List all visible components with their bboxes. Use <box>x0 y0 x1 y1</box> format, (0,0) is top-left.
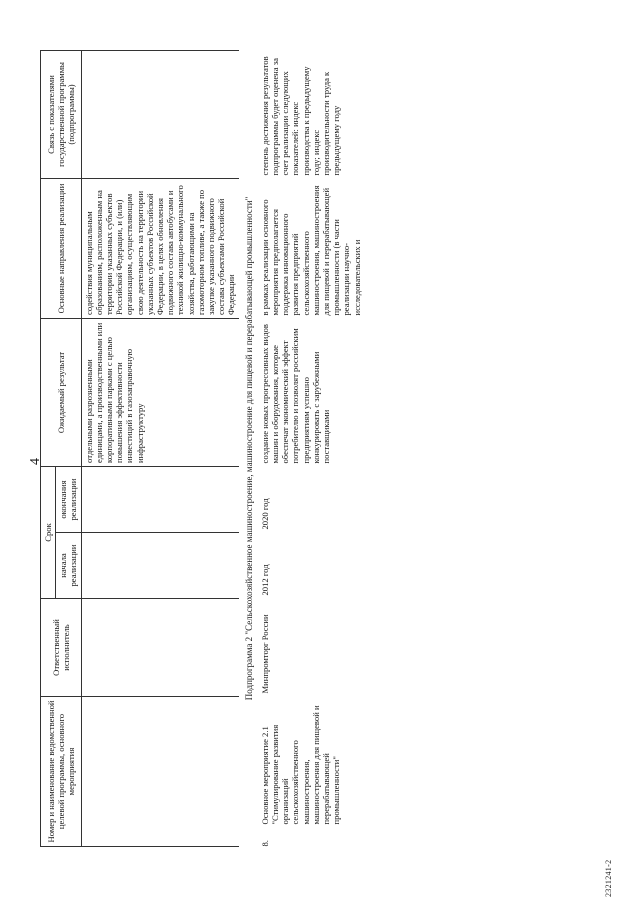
section-title: Подпрограмма 2 "Сельскохозяйственное машиностроение, машиностроение для пищевой и перерабатывающей промышленности" <box>243 196 254 701</box>
header-directions: Основные направления реализации <box>41 178 82 318</box>
header-name: Номер и наименование ведомственной целевой программы, основного мероприятия <box>41 697 82 847</box>
row-end: 2020 год <box>259 498 270 530</box>
continuation-directions: содействия муниципальным образованиям, расположенным на территории указанных субъектов Российской Федерации, и (или) организациям, осуществляющим свою деятельность на территории указанных субъектов Российской Федерации, в целях обновления подвижного состава автобусами и техникой жилищно-коммунального хозяйства, работающими на газомоторном топливе, а также по закупке указанного подвижного состава субъектами Российской Федерации <box>81 178 239 318</box>
table-row-8 <box>258 50 364 846</box>
row-directions: в рамках реализации основного мероприятия предполагается поддержка инновационного развития предприятий сельскохозяйственного машиностроения, машиностроения для пищевой и перерабатывающей промышленности (в части реализации научно-исследовательских и <box>259 185 362 316</box>
document-id: 2321241-2 <box>604 859 613 897</box>
header-term: Срок <box>41 466 56 598</box>
table-row-continuation <box>81 50 239 846</box>
row-link: степень достижения результатов подпрограммы будет оценена за счет реализации следующих показателей: индекс производства к предыдущему году; индекс производительности труда к предыдущему году <box>259 56 342 176</box>
page-number: 4 <box>28 458 43 465</box>
header-start: начала реализации <box>56 533 81 599</box>
row-executor: Минпромторг России <box>259 614 270 694</box>
row-result: создание новых прогрессивных видов машин и оборудования, которые обеспечат экономический эффект потребителю и позволят российским предприятиям успешно конкурировать с зарубежными поставщиками <box>259 324 332 464</box>
header-executor: Ответственный исполнитель <box>41 599 82 697</box>
header-result: Ожидаемый результат <box>41 318 82 466</box>
program-table <box>40 50 364 847</box>
header-link: Связь с показателями государственной программы (подпрограммы) <box>41 50 82 178</box>
section-title-row <box>239 50 258 846</box>
continuation-result: отдельными разрозненными единицами, а производственными или корпоративными парками с целью повышения эффективности инвестиций в газозаправочную инфраструктуру <box>81 318 239 466</box>
header-end: окончания реализации <box>56 466 81 532</box>
row-number: 8. <box>259 840 270 847</box>
row-start: 2012 год <box>259 564 270 596</box>
row-name: Основное мероприятие 2.1 "Стимулирование развития организаций сельскохозяйственного машиностроения, машиностроения для пищевой и перерабатывающей промышленности" <box>259 705 342 825</box>
